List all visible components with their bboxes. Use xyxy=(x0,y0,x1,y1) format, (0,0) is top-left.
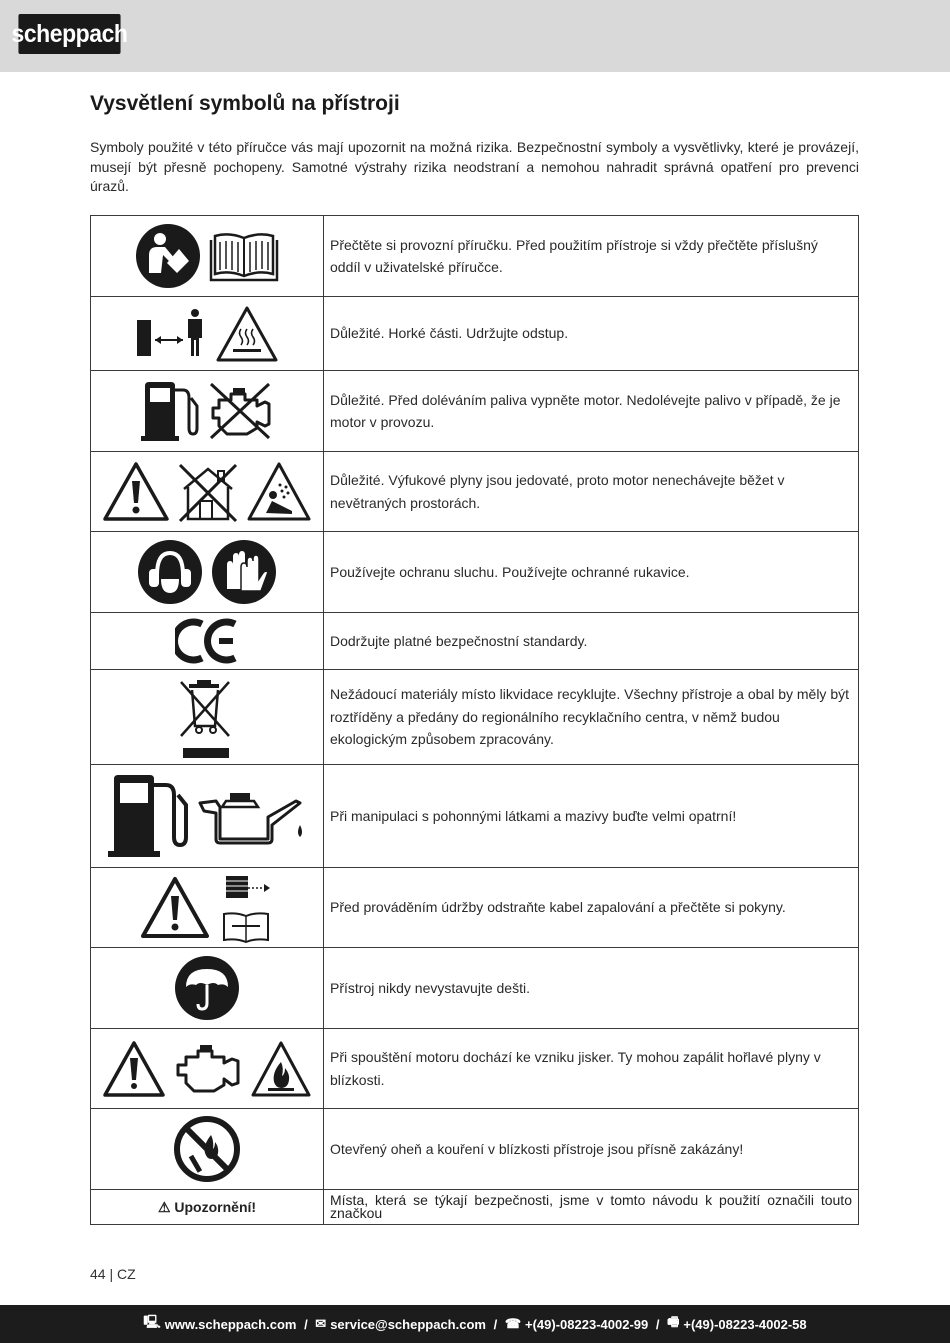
row-icons xyxy=(91,371,324,452)
row-icons xyxy=(91,613,324,670)
row-text: Nežádoucí materiály místo likvidace recyklujte. Všechny přístroje a obal by měly být roztříděny a předány do regionálního recyklačního centra, v němž budou ekologickým způsobem zpracovány. xyxy=(324,670,859,765)
keep-distance-icon xyxy=(135,308,207,360)
page-title: Vysvětlení symbolů na přístroji xyxy=(90,92,400,115)
row-icons xyxy=(91,532,324,613)
symbols-table xyxy=(90,215,859,1225)
footer-separator: / xyxy=(300,1316,312,1332)
warning-icon xyxy=(102,461,170,523)
row-text: Před prováděním údržby odstraňte kabel zapalování a přečtěte si pokyny. xyxy=(324,868,859,948)
house-crossed-icon xyxy=(178,461,238,523)
row-icons xyxy=(91,765,324,868)
table-row xyxy=(91,613,859,670)
footer-separator: / xyxy=(489,1316,501,1332)
table-row xyxy=(91,1109,859,1190)
ce-mark-icon xyxy=(175,618,239,664)
row-text: Přečtěte si provozní příručku. Před použitím přístroje si vždy přečtěte příslušný oddíl v uživatelské příručce. xyxy=(324,216,859,297)
table-row xyxy=(91,1029,859,1109)
crossed-bin-icon xyxy=(177,674,237,760)
hot-surface-warning-icon xyxy=(215,305,279,363)
table-row xyxy=(91,216,859,297)
row-text: Dodržujte platné bezpečnostní standardy. xyxy=(324,613,859,670)
row-icons xyxy=(91,948,324,1029)
fax-icon: 🖷 xyxy=(667,1314,680,1329)
open-book-icon xyxy=(209,230,279,282)
scheppach-logo: scheppach xyxy=(18,14,120,54)
gloves-icon xyxy=(211,539,277,605)
fire-warning-icon xyxy=(250,1040,312,1098)
row-icons xyxy=(91,297,324,371)
oil-can-icon xyxy=(196,781,306,851)
email-icon: ✉ xyxy=(315,1316,327,1331)
table-row xyxy=(91,452,859,532)
toxic-fumes-warning-icon xyxy=(246,461,312,523)
row-text: Otevřený oheň a kouření v blízkosti přístroje jsou přísně zakázány! xyxy=(324,1109,859,1190)
engine-crossed-icon xyxy=(207,380,273,442)
umbrella-icon xyxy=(174,955,240,1021)
row-text: Při spouštění motoru dochází ke vzniku jisker. Ty mohou zapálit hořlavé plyny v blízkosti. xyxy=(324,1029,859,1109)
row-icons xyxy=(91,1029,324,1109)
fuel-pump-icon xyxy=(141,380,199,442)
warning-label-cell xyxy=(91,1190,324,1225)
fuel-pump-icon xyxy=(108,773,188,859)
footer-fax: +(49)-08223-4002-58 xyxy=(683,1316,807,1332)
row-icons xyxy=(91,216,324,297)
row-icons xyxy=(91,868,324,948)
engine-icon xyxy=(174,1043,242,1095)
phone-icon: ☎ xyxy=(504,1316,522,1331)
row-text: Přístroj nikdy nevystavujte dešti. xyxy=(324,948,859,1029)
page-number: 44 | CZ xyxy=(90,1266,136,1282)
table-row xyxy=(91,948,859,1029)
read-manual-icon xyxy=(135,223,201,289)
footer-web[interactable]: www.scheppach.com xyxy=(164,1316,297,1332)
row-text: Důležité. Horké části. Udržujte odstup. xyxy=(324,297,859,371)
table-row xyxy=(91,532,859,613)
warning-row xyxy=(91,1190,859,1225)
row-text: Používejte ochranu sluchu. Používejte ochranné rukavice. xyxy=(324,532,859,613)
warning-icon xyxy=(102,1040,166,1098)
table-row xyxy=(91,670,859,765)
ear-protection-icon xyxy=(137,539,203,605)
table-row xyxy=(91,297,859,371)
spark-plug-manual-icon xyxy=(218,872,274,944)
row-icons xyxy=(91,1109,324,1190)
footer-phone: +(49)-08223-4002-99 xyxy=(525,1316,649,1332)
row-text: Při manipulaci s pohonnými látkami a mazivy buďte velmi opatrní! xyxy=(324,765,859,868)
header-band xyxy=(0,0,950,72)
footer-separator: / xyxy=(652,1316,664,1332)
table-row xyxy=(91,371,859,452)
intro-paragraph: Symboly použité v této příručce vás mají upozornit na možná rizika. Bezpečnostní symboly a vysvětlivky, které je provázejí, musejí být přesně pochopeny. Samotné výstrahy rizika neodstraní a nemohou nahradit správná opatření pro prevenci úrazů. xyxy=(90,139,859,194)
warning-icon xyxy=(140,876,210,940)
row-text: Důležité. Před doléváním paliva vypněte motor. Nedolévejte palivo v případě, že je motor v provozu. xyxy=(324,371,859,452)
row-icons xyxy=(91,452,324,532)
warning-label: Upozornění! xyxy=(174,1198,257,1215)
no-open-flame-icon xyxy=(173,1115,241,1183)
footer-bar xyxy=(0,1305,950,1343)
row-icons xyxy=(91,670,324,765)
table-row xyxy=(91,868,859,948)
computer-icon: 🖳 xyxy=(143,1314,161,1329)
table-row xyxy=(91,765,859,868)
footer-email[interactable]: service@scheppach.com xyxy=(330,1316,486,1332)
row-text: Důležité. Výfukové plyny jsou jedovaté, proto motor nenechávejte běžet v nevětraných prostorách. xyxy=(324,452,859,532)
warning-text: Místa, která se týkají bezpečnosti, jsme v tomto návodu k použití označili touto značkou xyxy=(324,1190,859,1225)
warning-triangle-icon: ⚠ xyxy=(157,1198,171,1215)
